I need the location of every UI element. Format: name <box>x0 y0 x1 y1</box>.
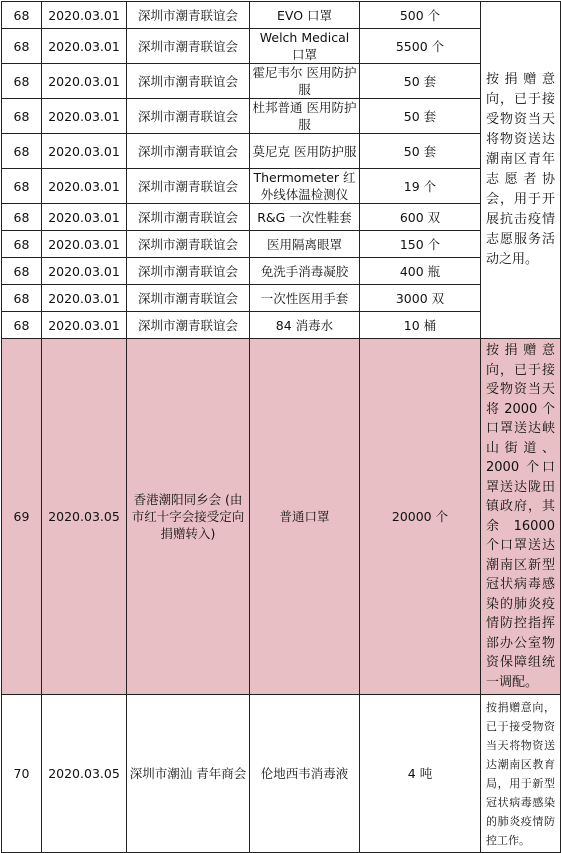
row-number: 68 <box>2 169 42 204</box>
table-row <box>2 285 561 312</box>
table-row <box>2 134 561 169</box>
table-row <box>2 29 561 64</box>
donation-date: 2020.03.01 <box>42 99 127 134</box>
table-row <box>2 312 561 339</box>
item-name: 伦地西韦消毒液 <box>250 695 360 853</box>
row-number: 70 <box>2 695 42 853</box>
item-quantity: 600 双 <box>360 204 481 231</box>
donation-date: 2020.03.01 <box>42 231 127 258</box>
donor-name: 香港潮阳同乡会 (由市红十字会接受定向捐赠转入) <box>127 339 250 695</box>
table-row <box>2 695 561 853</box>
item-name: 杜邦普通 医用防护服 <box>250 99 360 134</box>
table-row <box>2 231 561 258</box>
donor-name: 深圳市潮青联谊会 <box>127 285 250 312</box>
table-row <box>2 339 561 695</box>
table-row <box>2 2 561 29</box>
item-name: Thermometer 红外线体温检测仪 <box>250 169 360 204</box>
item-name: Welch Medical 口罩 <box>250 29 360 64</box>
table-row <box>2 204 561 231</box>
donor-name: 深圳市潮青联谊会 <box>127 204 250 231</box>
donor-name: 深圳市潮青联谊会 <box>127 258 250 285</box>
item-quantity: 50 套 <box>360 99 481 134</box>
row-number: 68 <box>2 204 42 231</box>
donor-name: 深圳市潮青联谊会 <box>127 231 250 258</box>
item-quantity: 10 桶 <box>360 312 481 339</box>
row-number: 68 <box>2 64 42 99</box>
donation-date: 2020.03.05 <box>42 339 127 695</box>
item-quantity: 19 个 <box>360 169 481 204</box>
donation-date: 2020.03.01 <box>42 29 127 64</box>
item-name: 医用隔离眼罩 <box>250 231 360 258</box>
item-name: 莫尼克 医用防护服 <box>250 134 360 169</box>
item-quantity: 5500 个 <box>360 29 481 64</box>
row-number: 68 <box>2 2 42 29</box>
donor-name: 深圳市潮汕 青年商会 <box>127 695 250 853</box>
donation-date: 2020.03.01 <box>42 285 127 312</box>
donation-date: 2020.03.05 <box>42 695 127 853</box>
donation-table <box>1 1 561 853</box>
donation-date: 2020.03.01 <box>42 312 127 339</box>
row-number: 68 <box>2 29 42 64</box>
item-name: 84 消毒水 <box>250 312 360 339</box>
usage-note: 按捐赠意向，已于接受物资当天将物资送达潮南区教育局，用于新型冠状病毒感染的肺炎疫情防控工作。 <box>481 695 561 853</box>
row-number: 69 <box>2 339 42 695</box>
row-number: 68 <box>2 312 42 339</box>
item-quantity: 20000 个 <box>360 339 481 695</box>
item-name: EVO 口罩 <box>250 2 360 29</box>
item-name: 普通口罩 <box>250 339 360 695</box>
row-number: 68 <box>2 134 42 169</box>
donation-date: 2020.03.01 <box>42 2 127 29</box>
item-quantity: 3000 双 <box>360 285 481 312</box>
donor-name: 深圳市潮青联谊会 <box>127 64 250 99</box>
donor-name: 深圳市潮青联谊会 <box>127 99 250 134</box>
item-name: 免洗手消毒凝胶 <box>250 258 360 285</box>
donation-date: 2020.03.01 <box>42 64 127 99</box>
usage-note: 按捐赠意向，已于接受物资当天将物资送达潮南区青年志愿者协会，用于开展抗击疫情志愿服务活动之用。 <box>481 2 561 339</box>
donor-name: 深圳市潮青联谊会 <box>127 2 250 29</box>
item-quantity: 500 个 <box>360 2 481 29</box>
donation-date: 2020.03.01 <box>42 204 127 231</box>
row-number: 68 <box>2 285 42 312</box>
item-name: R&G 一次性鞋套 <box>250 204 360 231</box>
item-quantity: 50 套 <box>360 64 481 99</box>
table-row <box>2 169 561 204</box>
item-name: 一次性医用手套 <box>250 285 360 312</box>
item-quantity: 150 个 <box>360 231 481 258</box>
row-number: 68 <box>2 99 42 134</box>
donor-name: 深圳市潮青联谊会 <box>127 169 250 204</box>
table-row <box>2 258 561 285</box>
donation-date: 2020.03.01 <box>42 134 127 169</box>
table-row <box>2 99 561 134</box>
item-quantity: 400 瓶 <box>360 258 481 285</box>
item-quantity: 50 套 <box>360 134 481 169</box>
usage-note: 按捐赠意向，已于接受物资当天将 2000 个口罩送达峡山街道、2000 个口罩送达陇田镇政府，其余 16000 个口罩送达潮南区新型冠状病毒感染的肺炎疫情防控指挥部办公室物资保障组统一调配。 <box>481 339 561 695</box>
row-number: 68 <box>2 258 42 285</box>
item-name: 霍尼韦尔 医用防护服 <box>250 64 360 99</box>
donor-name: 深圳市潮青联谊会 <box>127 29 250 64</box>
donor-name: 深圳市潮青联谊会 <box>127 134 250 169</box>
item-quantity: 4 吨 <box>360 695 481 853</box>
row-number: 68 <box>2 231 42 258</box>
donation-date: 2020.03.01 <box>42 258 127 285</box>
donation-date: 2020.03.01 <box>42 169 127 204</box>
table-row <box>2 64 561 99</box>
donor-name: 深圳市潮青联谊会 <box>127 312 250 339</box>
